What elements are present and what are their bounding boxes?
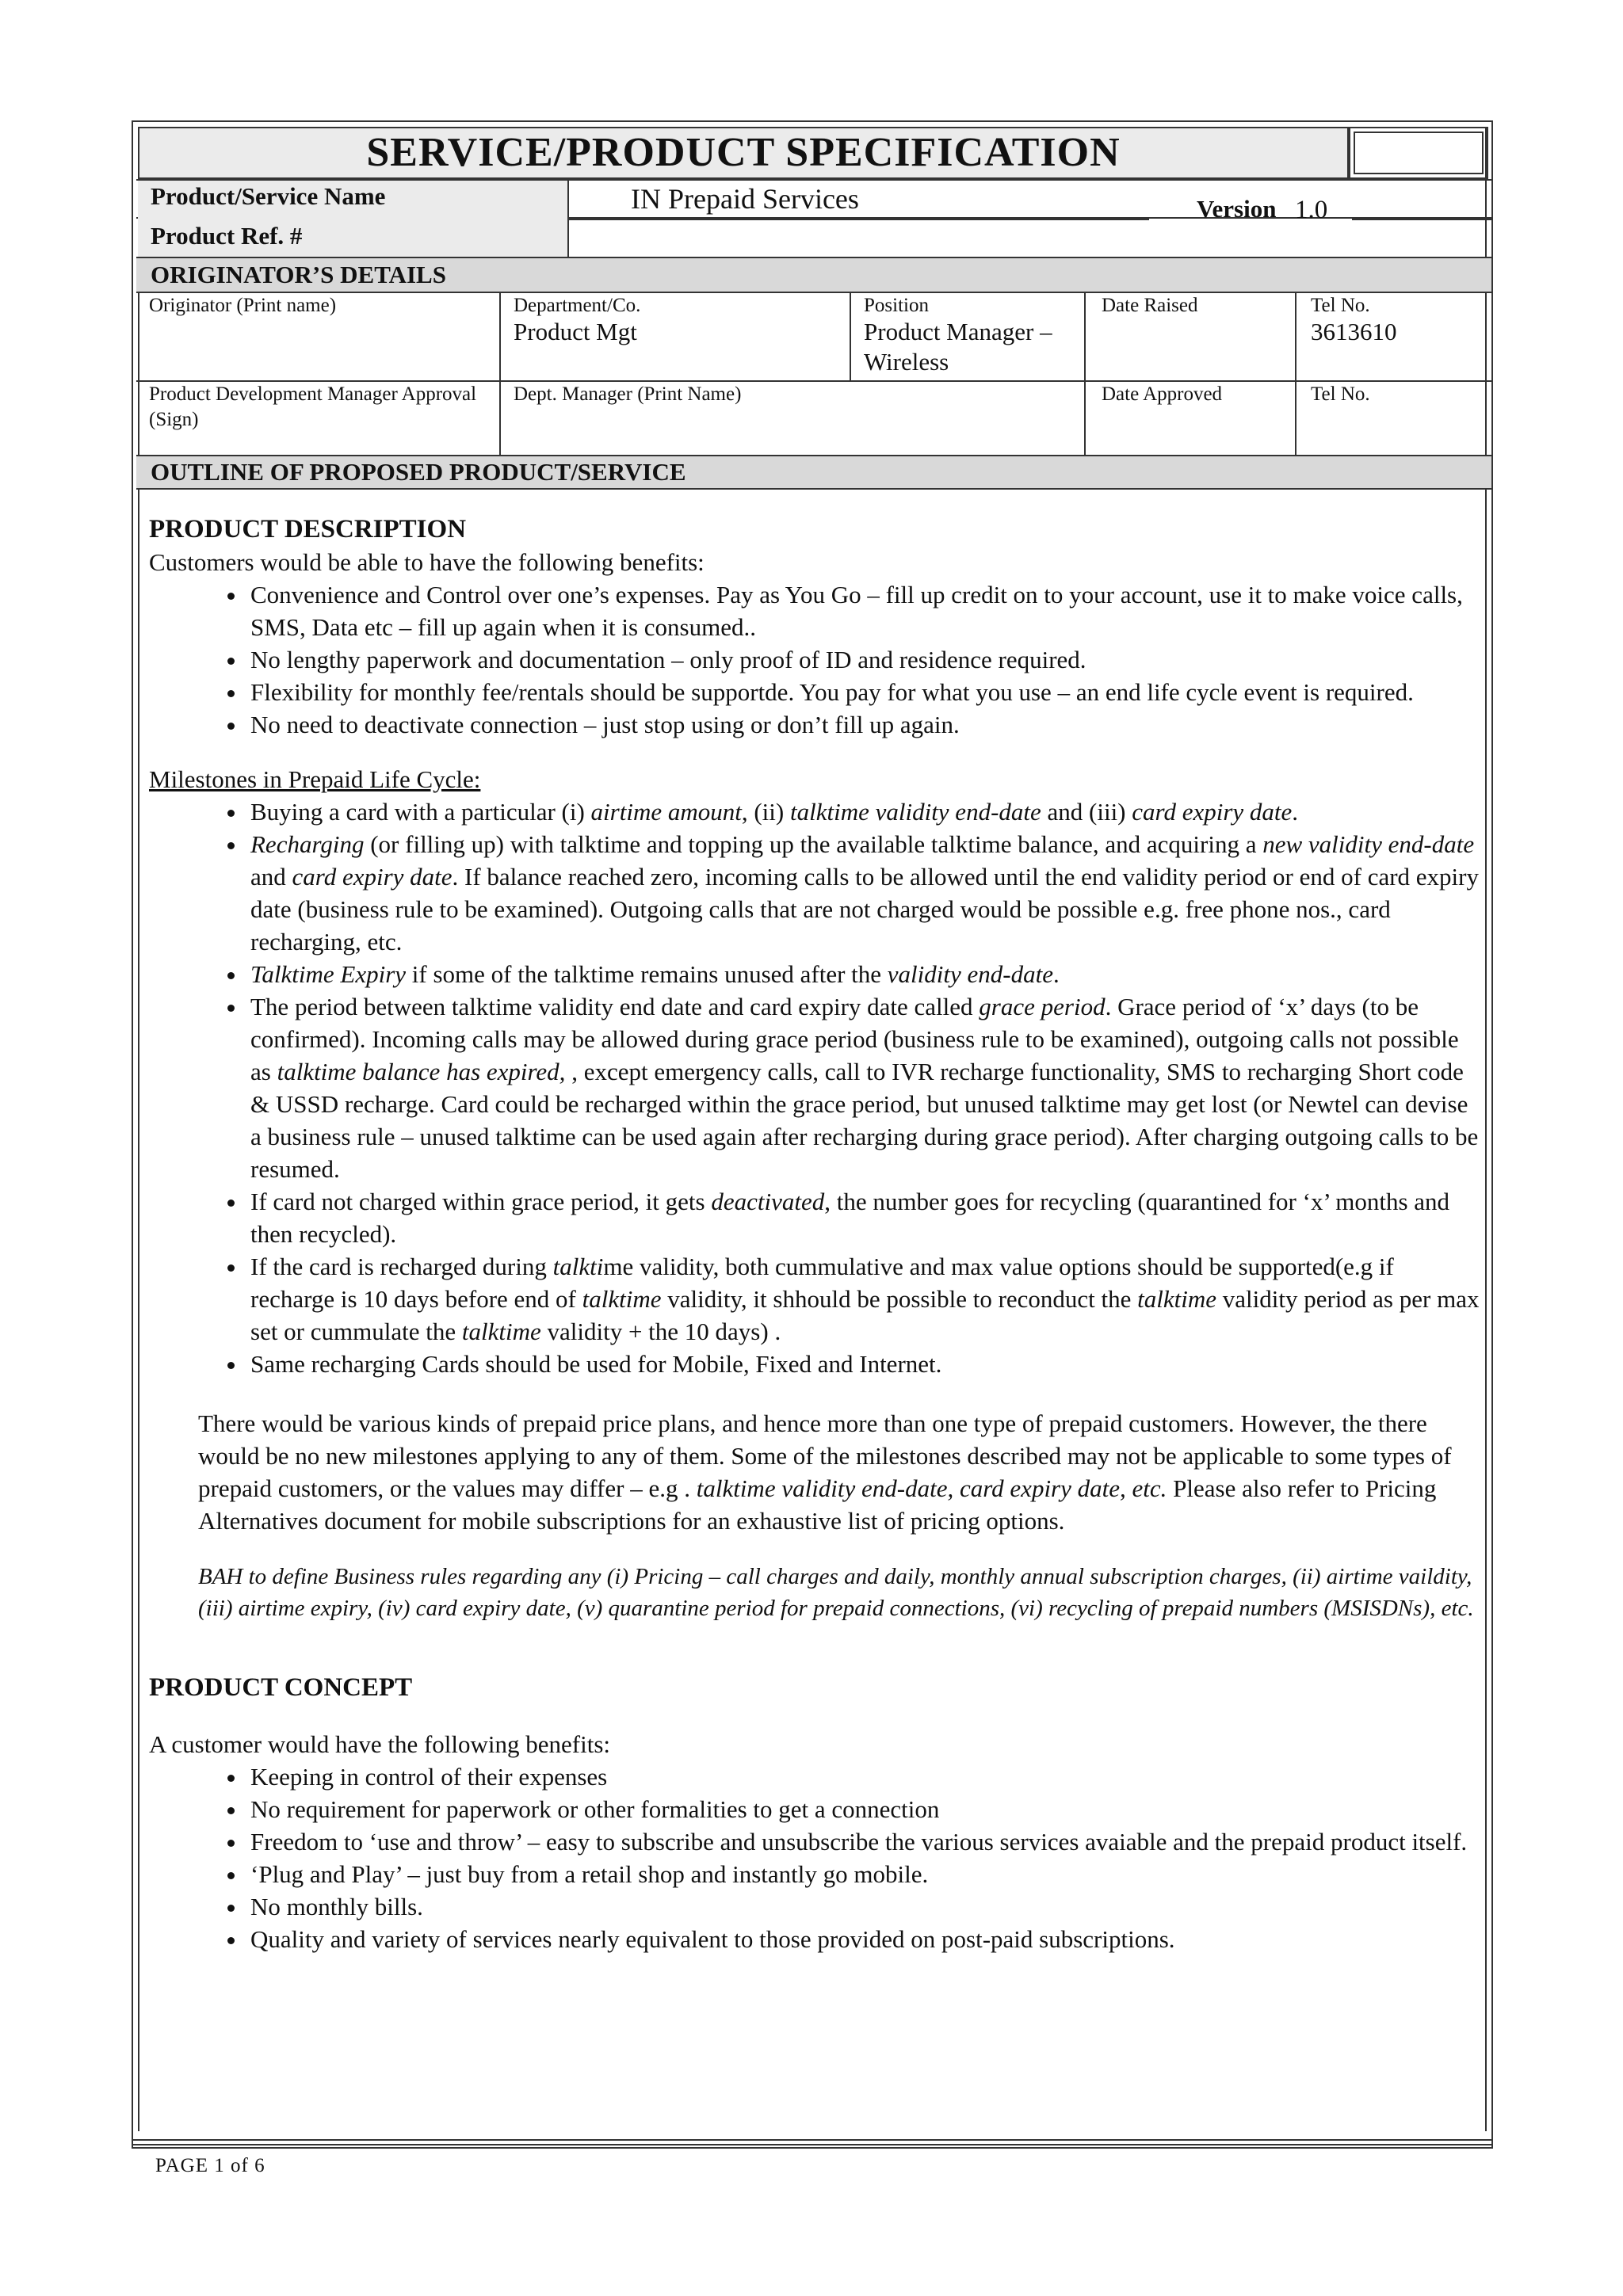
list-item: • Freedom to ‘use and throw’ – easy to subscribe and unsubscribe the various services avaiable and the prepaid product itself. [247,1825,1480,1858]
bottom-rule [132,2139,1493,2141]
list-item: • Same recharging Cards should be used for Mobile, Fixed and Internet. [247,1348,1480,1380]
tel2-label: Tel No. [1311,383,1370,405]
product-name-label: Product/Service Name [151,182,386,210]
list-item: • Quality and variety of services nearly equivalent to those provided on post-paid subscriptions. [247,1923,1480,1955]
description-intro: Customers would be able to have the following benefits: [149,548,705,576]
milestones-heading: Milestones in Prepaid Life Cycle: [149,765,481,793]
version-label: Version [1197,195,1277,223]
tel-label: Tel No. [1311,295,1370,316]
list-item: • No lengthy paperwork and documentation – only proof of ID and residence required. [247,643,1480,676]
product-ref-label: Product Ref. # [151,222,303,250]
date-raised-label: Date Raised [1102,295,1198,316]
corner-box [1349,127,1488,179]
product-name-value: IN Prepaid Services [631,183,859,215]
dept-manager-label: Dept. Manager (Print Name) [514,383,742,405]
originator-section-heading: ORIGINATOR’S DETAILS [136,258,1491,292]
originator-label: Originator (Print name) [149,295,337,316]
list-item: • The period between talktime validity end date and card expiry date called grace period. Grace period of ‘x’ days (to be confirmed). Incoming calls may be allowed during grace period (business rule to be examined), outgoing calls not possible as talktime balance has expired, , except emergency calls, call to IVR recharge functionality, SMS to recharging Short code & USSD recharge. Card could be recharged within the grace period, but unused talktime may get lost (or Newtel can devise a business rule – unused talktime can be used again after recharging during grace period). After charging outgoing calls to be resumed. [247,990,1480,1185]
bottom-rule-2 [132,2144,1493,2145]
position-value: Product Manager – Wireless [864,318,1052,376]
list-item: • No monthly bills. [247,1890,1480,1923]
concept-heading: PRODUCT CONCEPT [149,1673,413,1702]
list-item: • Talktime Expiry if some of the talktime remains unused after the validity end-date. [247,958,1480,990]
price-plans-paragraph: There would be various kinds of prepaid price plans, and hence more than one type of prepaid customers. However, the there would be no new milestones applying to any of them. Some of the milestones described may not be applicable to some types of prepaid customers, or the values may differ – e.g . talktime validity end-date, card expiry date, etc. Please also refer to Pricing Alternatives document for mobile subscriptions for an exhaustive list of pricing options. [198,1409,1452,1535]
milestones-list [149,795,1480,1380]
page-title: SERVICE/PRODUCT SPECIFICATION [138,127,1349,179]
outline-body [149,513,1480,1955]
list-item: • Buying a card with a particular (i) airtime amount, (ii) talktime validity end-date and (iii) card expiry date. [247,795,1480,828]
list-item: • If the card is recharged during talktime validity, both cummulative and max value options should be supported(e.g if recharge is 10 days before end of talktime validity, it shhould be possible to reconduct the talktime validity period as per max set or cummulate the talktime validity + the 10 days) . [247,1250,1480,1348]
list-item: • If card not charged within grace period, it gets deactivated, the number goes for recycling (quarantined for ‘x’ months and then recycled). [247,1185,1480,1250]
description-list [149,578,1480,741]
pdm-approval-label: Product Development Manager Approval (Sign) [149,383,477,430]
concept-list [149,1760,1480,1955]
position-label: Position [864,295,929,316]
list-item: • Convenience and Control over one’s expenses. Pay as You Go – fill up credit on to your account, use it to make voice calls, SMS, Data etc – fill up again when it is consumed.. [247,578,1480,643]
description-heading: PRODUCT DESCRIPTION [149,515,467,543]
department-value: Product Mgt [514,318,637,345]
concept-intro: A customer would have the following benefits: [149,1730,610,1758]
version-value: 1.0 [1295,196,1328,224]
date-approved-label: Date Approved [1102,383,1223,405]
page-footer: PAGE 1 of 6 [155,2155,265,2176]
list-item: • ‘Plug and Play’ – just buy from a retail shop and instantly go mobile. [247,1858,1480,1890]
business-rules-paragraph: BAH to define Business rules regarding any (i) Pricing – call charges and daily, monthly annual subscription charges, (ii) airtime vaildity, (iii) airtime expiry, (iv) card expiry date, (v) quarantine period for prepaid connections, (vi) recycling of prepaid numbers (MSISDNs), etc. [198,1564,1474,1621]
list-item: • No requirement for paperwork or other formalities to get a connection [247,1793,1480,1825]
department-label: Department/Co. [514,295,641,316]
outline-section-heading: OUTLINE OF PROPOSED PRODUCT/SERVICE [136,456,1491,488]
tel-value: 3613610 [1311,318,1397,345]
list-item: • Flexibility for monthly fee/rentals should be supportde. You pay for what you use – an end life cycle event is required. [247,676,1480,708]
list-item: • No need to deactivate connection – just stop using or don’t fill up again. [247,708,1480,741]
list-item: • Keeping in control of their expenses [247,1760,1480,1793]
list-item: • Recharging (or filling up) with talktime and topping up the available talktime balance, and acquiring a new validity end-date and card expiry date. If balance reached zero, incoming calls to be allowed until the end validity period or end of card expiry date (business rule to be examined). Outgoing calls that are not charged would be possible e.g. free phone nos., card recharging, etc. [247,828,1480,958]
